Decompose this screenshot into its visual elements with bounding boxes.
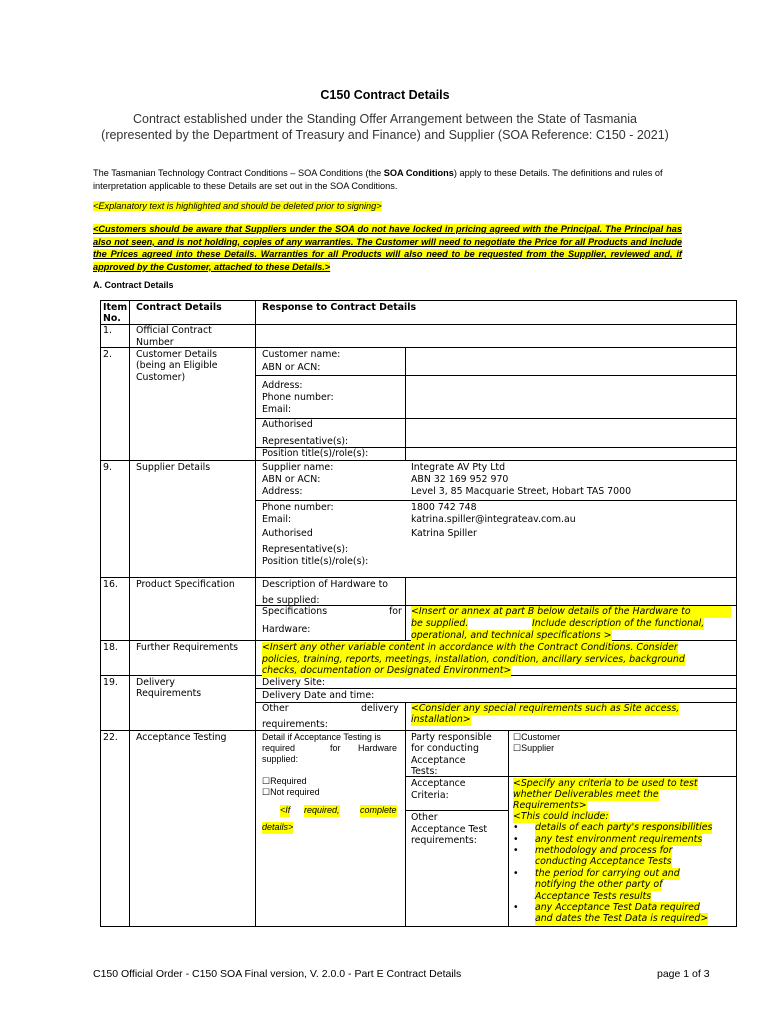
- field-label: Other: [411, 812, 438, 823]
- field-label: Representative(s):: [262, 436, 349, 447]
- field-value-placeholder: <Consider any special requirements such as Site access,: [411, 703, 680, 714]
- intro-text-tail: ) apply to these Details. The definitions and rules of interpretation applicable to these Details are set out in the SOA Conditions.: [93, 168, 663, 191]
- row-label: Delivery: [136, 677, 175, 688]
- intro-bold-term: SOA Conditions: [383, 168, 454, 178]
- row-number: 19.: [103, 677, 118, 688]
- table-col-divider: [255, 300, 256, 927]
- table-border-left: [100, 300, 101, 927]
- list-item-continued: notifying the other party of: [535, 879, 663, 890]
- field-label: Phone number:: [262, 502, 334, 513]
- row-label: Number: [136, 337, 174, 348]
- field-label: Supplier name:: [262, 462, 334, 473]
- field-label: Acceptance: [411, 755, 466, 766]
- field-value-placeholder: <This could include:: [513, 811, 609, 822]
- field-label: Other: [262, 703, 289, 714]
- field-value: Integrate AV Pty Ltd: [411, 462, 506, 473]
- field-value-placeholder: whether Deliverables meet the: [513, 789, 659, 800]
- list-item: • methodology and process for: [535, 845, 672, 857]
- intro-text: The Tasmanian Technology Contract Conditions – SOA Conditions (the: [93, 168, 384, 178]
- row-label: Official Contract: [136, 325, 212, 336]
- field-label: Party responsible: [411, 732, 492, 743]
- row-number: 16.: [103, 579, 118, 590]
- row-label: Further Requirements: [136, 642, 239, 653]
- field-label: Authorised: [262, 419, 313, 430]
- field-label: Address:: [262, 380, 303, 391]
- row-label: (being an Eligible: [136, 360, 218, 371]
- field-value: 1800 742 748: [411, 502, 477, 513]
- field-label: supplied:: [262, 754, 299, 764]
- field-label: delivery: [361, 703, 399, 714]
- table-row-divider: [255, 500, 737, 501]
- list-item: • any Acceptance Test Data required: [535, 902, 700, 914]
- row-label: Acceptance Testing: [136, 732, 227, 743]
- field-value-placeholder: be supplied.: [411, 618, 469, 629]
- field-label: Authorised: [262, 528, 313, 539]
- header-item-no: No.: [103, 313, 121, 324]
- table-border-right: [736, 300, 737, 927]
- table-row-divider: [100, 730, 737, 731]
- field-value-placeholder: <If: [280, 805, 291, 815]
- field-value: ABN 32 169 952 970: [411, 474, 509, 485]
- field-label: Specifications: [262, 606, 328, 617]
- field-value-placeholder: policies, training, reports, meetings, installation, condition, ancillary services, background: [262, 654, 685, 665]
- field-label: Acceptance Test: [411, 824, 487, 835]
- list-item: • details of each party's responsibilities: [535, 822, 712, 834]
- page-title: C150 Contract Details: [320, 88, 450, 102]
- list-item-continued: and dates the Test Data is required>: [535, 913, 709, 924]
- explanatory-note: <Explanatory text is highlighted and should be deleted prior to signing>: [93, 201, 382, 211]
- row-label: Supplier Details: [136, 462, 211, 473]
- field-label: Position title(s)/role(s):: [262, 556, 369, 567]
- field-value: Level 3, 85 Macquarie Street, Hobart TAS 7000: [411, 486, 632, 497]
- field-label: Email:: [262, 514, 292, 525]
- row-number: 22.: [103, 732, 118, 743]
- field-label: Criteria:: [411, 790, 449, 801]
- table-row-divider: [255, 688, 737, 689]
- field-value-placeholder: checks, documentation or Designated Environment>: [262, 665, 512, 676]
- page-subtitle: Contract established under the Standing Offer Arrangement between the State of Tasmania (represented by the Department of Treasury and Finance) and Supplier (SOA Reference: C150 - 2021): [101, 112, 669, 142]
- warning-text: <Customers should be aware that Suppliers under the SOA do not have locked in pricing agreed with the Principal. The Principal has also not seen, and is not holding, copies of any warranties. The Customer will need to negotiate the Price for all Products and include the Prices agreed into these Details. Warranties for all Products will also need to be requested from the Supplier, reviewed and, if approved by the Customer, attached to these Details.>: [93, 224, 682, 272]
- section-heading: A. Contract Details: [93, 280, 174, 290]
- field-label: for: [330, 743, 341, 753]
- not-required-checkbox[interactable]: ☐Not required: [262, 787, 320, 797]
- required-checkbox[interactable]: ☐Required: [262, 776, 307, 786]
- customer-checkbox[interactable]: ☐Customer: [513, 732, 561, 742]
- field-label: Customer name:: [262, 349, 341, 360]
- field-value: Katrina Spiller: [411, 528, 477, 539]
- table-row-divider: [405, 810, 509, 811]
- table-row-divider: [255, 375, 737, 376]
- footer-document-info: C150 Official Order - C150 SOA Final version, V. 2.0.0 - Part E Contract Details: [93, 968, 462, 980]
- warning-paragraph: [93, 223, 682, 273]
- table-col-divider: [405, 730, 406, 927]
- list-item-continued: conducting Acceptance Tests: [535, 856, 672, 867]
- table-col-divider: [405, 348, 406, 460]
- field-label: Address:: [262, 486, 303, 497]
- table-border-bottom: [100, 926, 737, 927]
- field-label: for: [389, 606, 402, 617]
- row-number: 1.: [103, 325, 112, 336]
- table-row-divider: [508, 776, 737, 777]
- header-item: Item: [103, 302, 128, 313]
- field-label: ABN or ACN:: [262, 362, 321, 373]
- row-label: Product Specification: [136, 579, 235, 590]
- field-value-placeholder: details>: [262, 822, 294, 832]
- field-label: Phone number:: [262, 392, 334, 403]
- list-item: • the period for carrying out and: [535, 868, 680, 880]
- field-value-placeholder: <Specify any criteria to be used to test: [513, 778, 698, 789]
- field-value: katrina.spiller@integrateav.com.au: [411, 514, 576, 525]
- table-row-divider: [100, 347, 737, 348]
- row-label: Customer): [136, 372, 186, 383]
- field-label: Position title(s)/role(s):: [262, 448, 369, 459]
- table-col-divider: [129, 300, 130, 927]
- field-label: Detail if Acceptance Testing is: [262, 732, 381, 742]
- row-number: 18.: [103, 642, 118, 653]
- field-label: Description of Hardware to: [262, 579, 389, 590]
- field-value-placeholder: <Insert or annex at part B below details of the Hardware to: [411, 606, 731, 618]
- field-label: Delivery Date and time:: [262, 690, 375, 701]
- footer-page-number: page 1 of 3: [657, 968, 710, 980]
- row-number: 9.: [103, 462, 112, 473]
- field-value-placeholder: required,: [304, 805, 340, 815]
- supplier-checkbox[interactable]: ☐Supplier: [513, 743, 555, 753]
- field-label: Hardware:: [262, 624, 311, 635]
- field-label: Delivery Site:: [262, 677, 326, 688]
- field-value-placeholder: Include description of the functional,: [532, 618, 705, 629]
- field-value-placeholder: operational, and technical specifications >: [411, 630, 612, 641]
- list-item-continued: Acceptance Tests results: [535, 891, 652, 902]
- field-label: Hardware: [358, 743, 398, 753]
- field-label: requirements:: [262, 719, 328, 730]
- row-label: Requirements: [136, 688, 202, 699]
- field-label: requirements:: [411, 835, 477, 846]
- field-label: Representative(s):: [262, 544, 349, 555]
- table-row-divider: [255, 418, 737, 419]
- header-contract-details: Contract Details: [136, 302, 222, 313]
- field-value-placeholder: complete: [360, 805, 397, 815]
- field-label: be supplied:: [262, 595, 320, 606]
- row-number: 2.: [103, 349, 112, 360]
- field-label: for conducting: [411, 743, 479, 754]
- field-label: Email:: [262, 404, 292, 415]
- field-label: required: [262, 743, 296, 753]
- table-col-divider: [405, 578, 406, 640]
- field-value-placeholder: <Insert any other variable content in accordance with the Contract Conditions. Consider: [262, 642, 678, 653]
- table-row-divider: [100, 460, 737, 461]
- table-row-divider: [100, 577, 737, 578]
- table-col-divider: [405, 702, 406, 730]
- field-label: Tests:: [411, 766, 438, 777]
- field-label: Acceptance: [411, 778, 466, 789]
- field-value-placeholder: Requirements>: [513, 800, 587, 811]
- table-border-top: [100, 300, 737, 301]
- header-response: Response to Contract Details: [262, 302, 417, 313]
- table-col-divider: [508, 730, 509, 927]
- field-label: ABN or ACN:: [262, 474, 321, 485]
- intro-paragraph: [93, 167, 683, 192]
- row-label: Customer Details: [136, 349, 218, 360]
- list-item: • any test environment requirements: [535, 834, 702, 846]
- field-value-placeholder: installation>: [411, 714, 471, 725]
